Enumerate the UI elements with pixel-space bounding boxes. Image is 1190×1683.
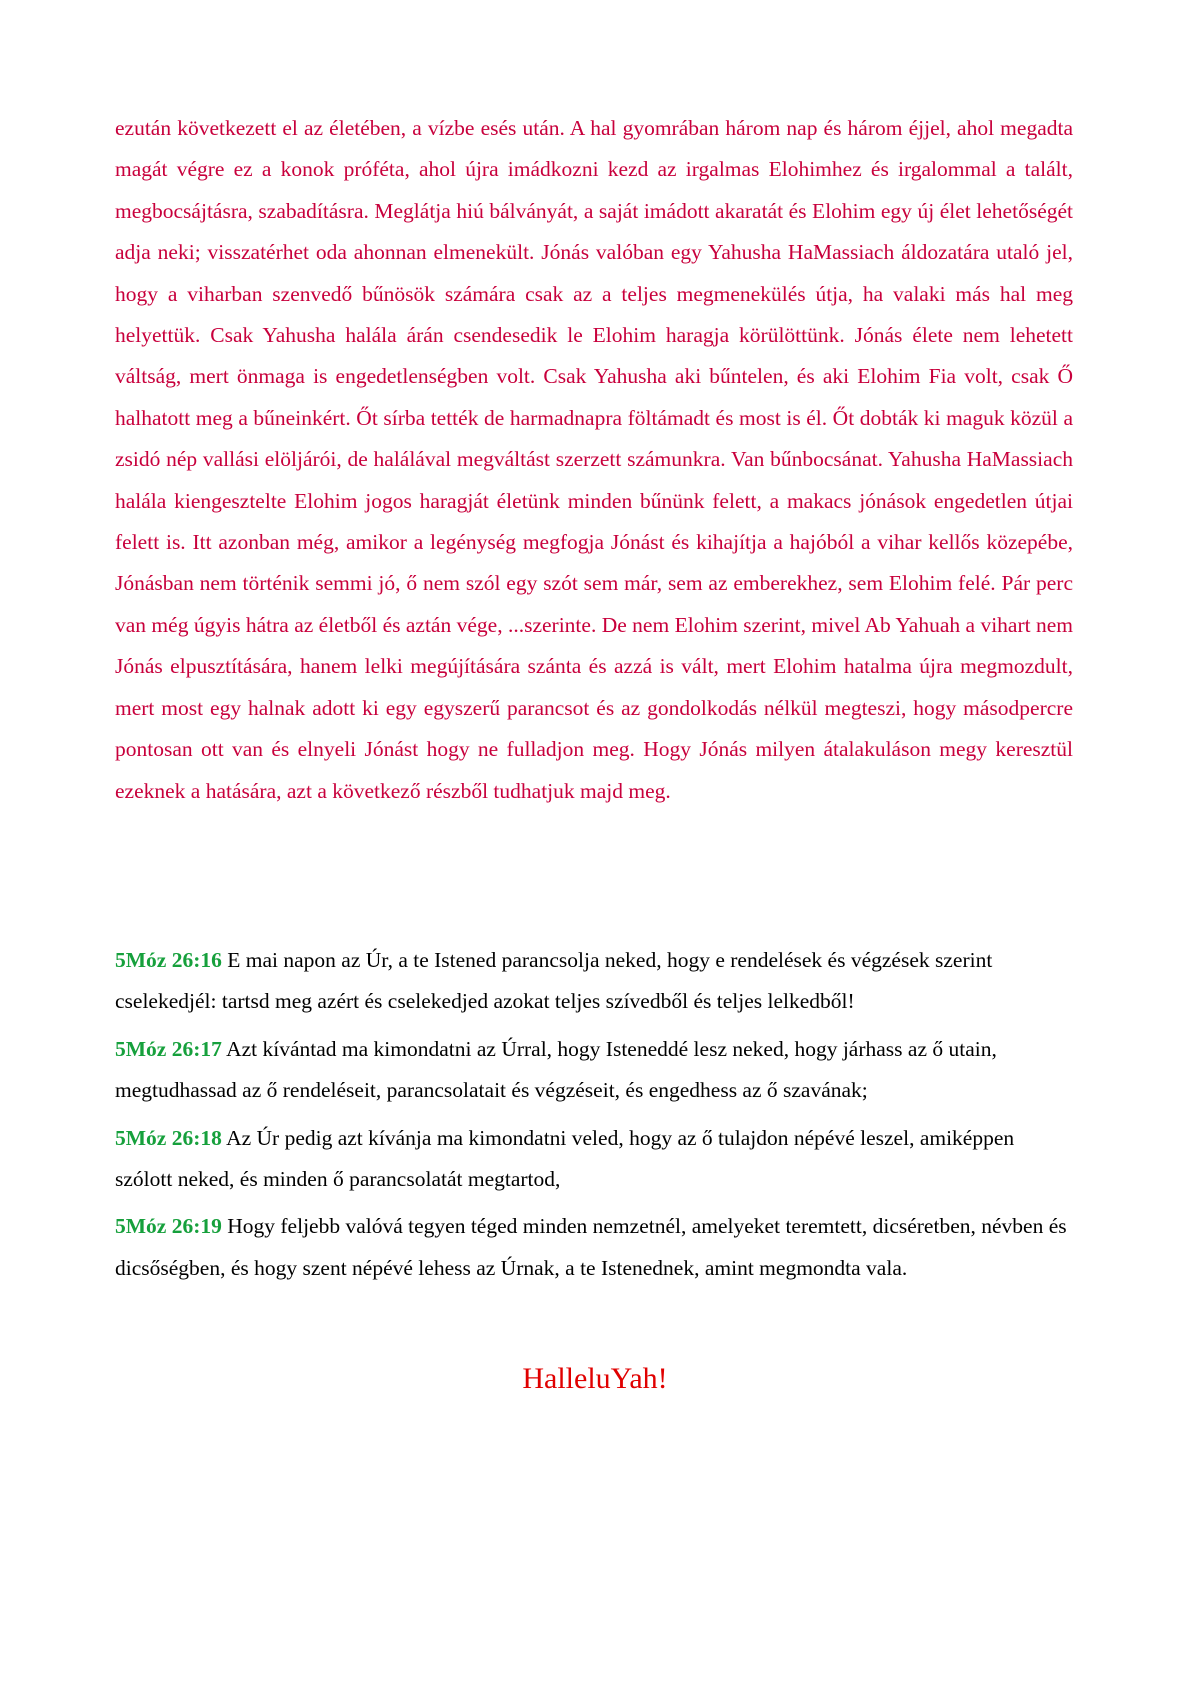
verse-text: Azt kívántad ma kimondatni az Úrral, hogy Isteneddé lesz neked, hogy járhass az ő utain, megtudhassad az ő rendeléseit, parancsolatait és végzéseit, és engedhess az ő szavának; xyxy=(115,1036,997,1103)
verse-text: Az Úr pedig azt kívánja ma kimondatni veled, hogy az ő tulajdon népévé leszel, amiképpen szólott neked, és minden ő parancsolatát megtartod, xyxy=(115,1125,1015,1192)
verse-text: E mai napon az Úr, a te Istened parancsolja neked, hogy e rendelések és végzések szerint cselekedjél: tartsd meg azért és cselekedjed azokat teljes szívedből és teljes lelkedből! xyxy=(115,948,993,1014)
verse-item xyxy=(115,940,1075,1023)
body-paragraph: ezután következett el az életében, a vízbe esés után. A hal gyomrában három nap és három éjjel, ahol megadta magát végre ez a konok próféta, ahol újra imádkozni kezd az irgalmas Elohimhez és irgalommal a talált, megbocsájtásra, szabadításra. Meglátja hiú bálványát, a saját imádott akaratát és Elohim egy új élet lehetőségét adja neki; visszatérhet oda ahonnan elmenekült. Jónás valóban egy Yahusha HaMassiach áldozatára utaló jel, hogy a viharban szenvedő bűnösök számára csak az a teljes megmenekülés útja, ha valaki más hal meg helyettük. Csak Yahusha halála árán csendesedik le Elohim haragja körülöttünk. Jónás élete nem lehetett váltság, mert önmaga is engedetlenségben volt. Csak Yahusha aki bűntelen, és aki Elohim Fia volt, csak Ő halhatott meg a bűneinkért. Őt sírba tették de harmadnapra föltámadt és most is él. Őt dobták ki maguk közül a zsidó nép vallási elöljárói, de halálával megváltást szerzett számunkra. Van bűnbocsánat. Yahusha HaMassiach halála kiengesztelte Elohim jogos haragját életünk minden bűnünk felett, a makacs jónások engedetlen útjai felett is. Itt azonban még, amikor a legénység megfogja Jónást és kihajítja a hajóból a vihar kellős közepébe, Jónásban nem történik semmi jó, ő nem szól egy szót sem már, sem az emberekhez, sem Elohim felé. Pár perc van még úgyis hátra az életből és aztán vége, ...szerinte. De nem Elohim szerint, mivel Ab Yahuah a vihart nem Jónás elpusztítására, hanem lelki megújítására szánta és azzá is vált, mert Elohim hatalma újra megmozdult, mert most egy halnak adott ki egy egyszerű parancsot és az gondolkodás nélkül megteszi, hogy másodpercre pontosan ott van és elnyeli Jónást hogy ne fulladjon meg. Hogy Jónás milyen átalakuláson megy keresztül ezeknek a hatására, azt a következő részből tudhatjuk majd meg. xyxy=(115,116,1073,803)
verse-reference: 5Móz 26:16 xyxy=(115,948,222,972)
verse-reference: 5Móz 26:19 xyxy=(115,1214,222,1239)
verse-item xyxy=(115,1029,1075,1112)
verse-reference: 5Móz 26:18 xyxy=(115,1125,222,1150)
verse-list xyxy=(115,940,1075,1295)
verse-item xyxy=(115,1118,1075,1201)
verse-item xyxy=(115,1206,1075,1289)
verse-reference: 5Móz 26:17 xyxy=(115,1036,222,1061)
verse-text: Hogy feljebb valóvá tegyen téged minden nemzetnél, amelyeket teremtett, dicséretben, névben és dicsőségben, és hogy szent népévé lehess az Úrnak, a te Istenednek, amint megmondta vala. xyxy=(115,1214,1067,1280)
closing-heading: HalleluYah! xyxy=(522,1362,668,1395)
